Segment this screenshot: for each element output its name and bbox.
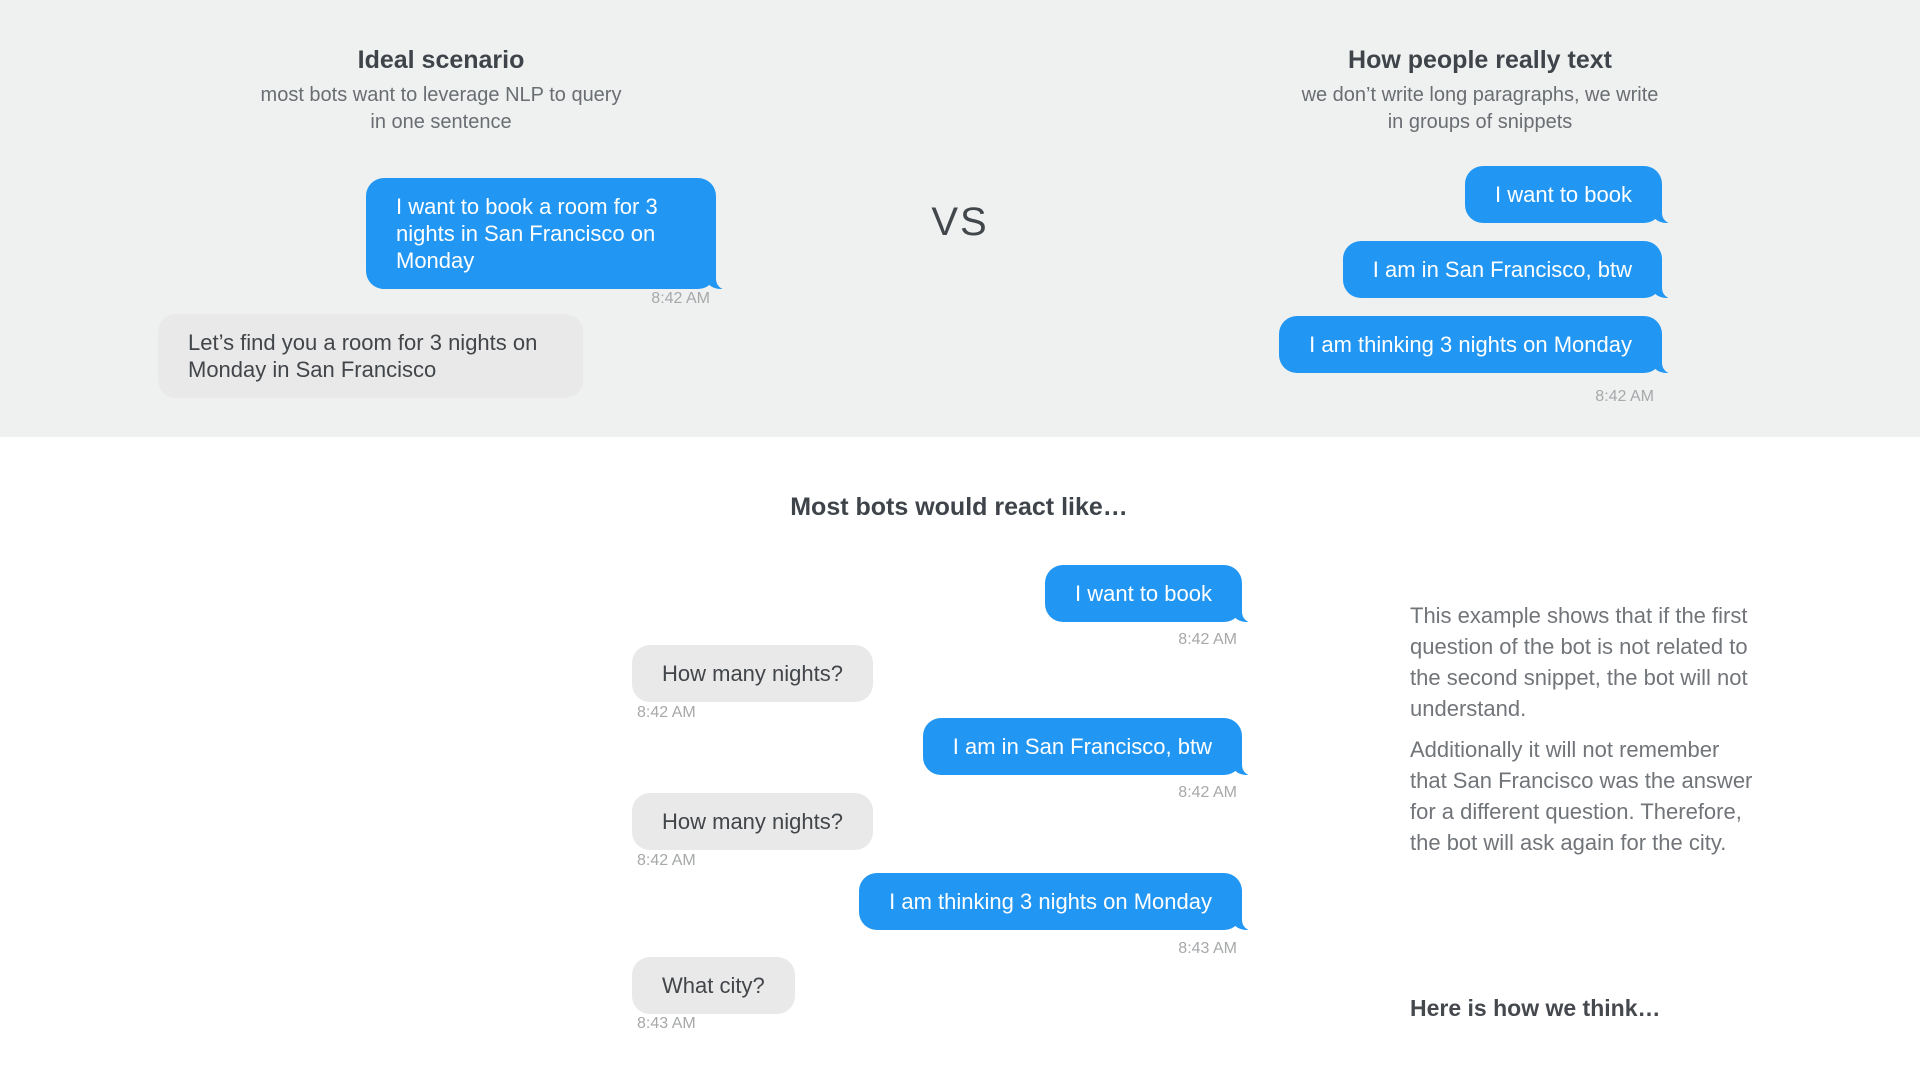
chat-bubble-outgoing xyxy=(1045,565,1242,622)
chat-bubble-outgoing xyxy=(1465,166,1662,223)
chat-bubble-outgoing xyxy=(1343,241,1662,298)
timestamp: 8:42 AM xyxy=(1178,631,1237,648)
bot-reaction-title: Most bots would react like… xyxy=(790,493,1128,521)
chat-bubble-incoming xyxy=(632,645,873,702)
message-text: I want to book a room for 3 nights in San Francisco on Monday xyxy=(396,194,658,273)
chat-bubble-incoming xyxy=(158,314,583,398)
chat-bubble-incoming xyxy=(632,957,795,1014)
note-paragraph: This example shows that if the first question of the bot is not related to the second snippet, the bot will not understand. xyxy=(1410,603,1748,721)
message-text: I am in San Francisco, btw xyxy=(1372,257,1632,282)
chat-bubble-outgoing xyxy=(859,873,1242,930)
message-text: What city? xyxy=(662,973,765,998)
really-text-title: How people really text xyxy=(1348,46,1612,74)
subtitle-line: in groups of snippets xyxy=(1387,111,1573,133)
timestamp: 8:43 AM xyxy=(1178,940,1237,957)
message-text: Let’s find you a room for 3 nights on Monday in San Francisco xyxy=(188,330,538,382)
subtitle-line: we don’t write long paragraphs, we write xyxy=(1301,84,1659,106)
chat-bubble-outgoing xyxy=(923,718,1242,775)
message-text: I am thinking 3 nights on Monday xyxy=(1309,332,1632,357)
explanation-note xyxy=(1410,600,1762,858)
message-text: I want to book xyxy=(1495,182,1632,207)
vs-label: VS xyxy=(931,200,989,244)
chat-bubble-incoming xyxy=(632,793,873,850)
note-footer: Here is how we think… xyxy=(1410,995,1661,1021)
subtitle-line: in one sentence xyxy=(370,111,512,133)
chat-bubble-outgoing xyxy=(366,178,716,289)
ideal-scenario-title: Ideal scenario xyxy=(357,46,525,74)
message-text: How many nights? xyxy=(662,661,843,686)
chat-bubble-outgoing xyxy=(1279,316,1662,373)
timestamp: 8:42 AM xyxy=(1595,388,1654,405)
message-text: I want to book xyxy=(1075,581,1212,606)
timestamp: 8:42 AM xyxy=(637,704,696,721)
message-text: I am thinking 3 nights on Monday xyxy=(889,889,1212,914)
timestamp: 8:43 AM xyxy=(637,1015,696,1032)
message-text: I am in San Francisco, btw xyxy=(952,734,1212,759)
comparison-section xyxy=(0,0,1920,437)
timestamp: 8:42 AM xyxy=(651,290,710,307)
subtitle-line: most bots want to leverage NLP to query xyxy=(260,84,622,106)
really-text-subtitle xyxy=(1180,82,1780,136)
note-paragraph: Additionally it will not remember that San Francisco was the answer for a different question. Therefore, the bot will ask again for the city. xyxy=(1410,737,1753,855)
timestamp: 8:42 AM xyxy=(1178,784,1237,801)
message-text: How many nights? xyxy=(662,809,843,834)
ideal-scenario-subtitle xyxy=(141,82,741,136)
timestamp: 8:42 AM xyxy=(637,852,696,869)
